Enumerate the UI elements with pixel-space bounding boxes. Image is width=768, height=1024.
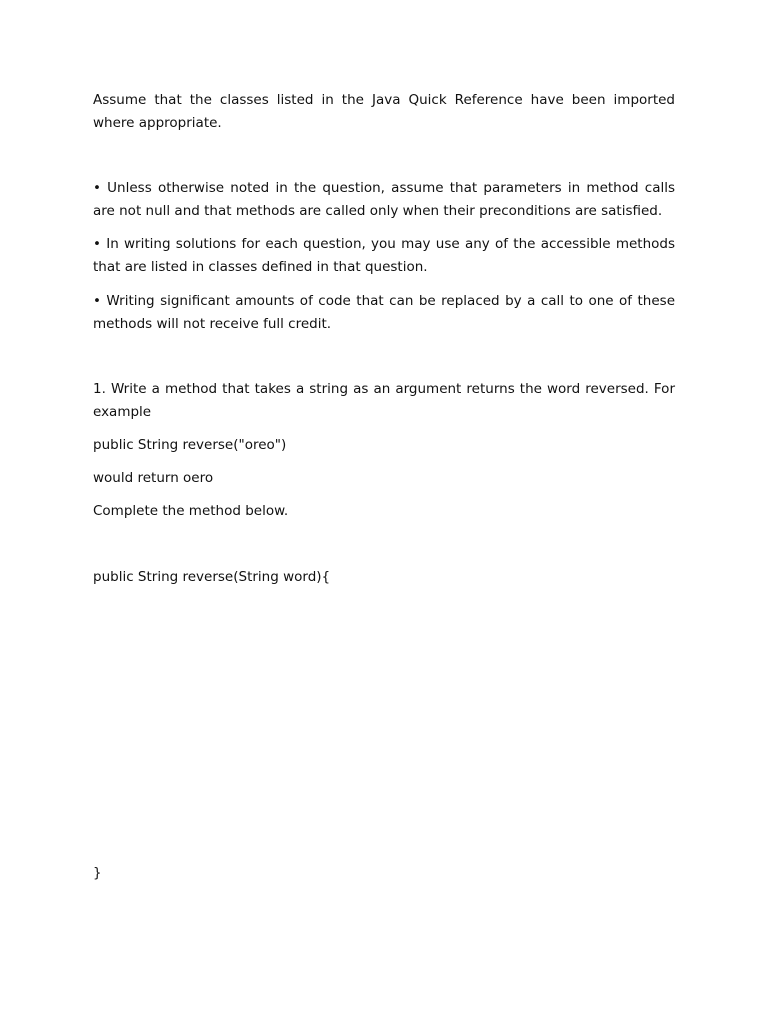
intro-paragraph: Assume that the classes listed in the Java Quick Reference have been imported where appropriate.: [93, 92, 675, 131]
bullet-accessible-methods: • In writing solutions for each question, you may use any of the accessible methods that are listed in classes defined in that question.: [93, 236, 675, 275]
example-call: public String reverse("oreo"): [93, 437, 287, 453]
closing-brace: }: [93, 865, 102, 881]
bullet-full-credit: • Writing significant amounts of code that can be replaced by a call to one of these methods will not receive full credit.: [93, 293, 675, 332]
question-prompt: 1. Write a method that takes a string as an argument returns the word reversed. For example: [93, 381, 675, 420]
method-signature: public String reverse(String word){: [93, 569, 331, 585]
instruction-text: Complete the method below.: [93, 503, 289, 519]
example-result: would return oero: [93, 470, 214, 486]
bullet-preconditions: • Unless otherwise noted in the question, assume that parameters in method calls are not null and that methods are called only when their preconditions are satisfied.: [93, 180, 675, 219]
